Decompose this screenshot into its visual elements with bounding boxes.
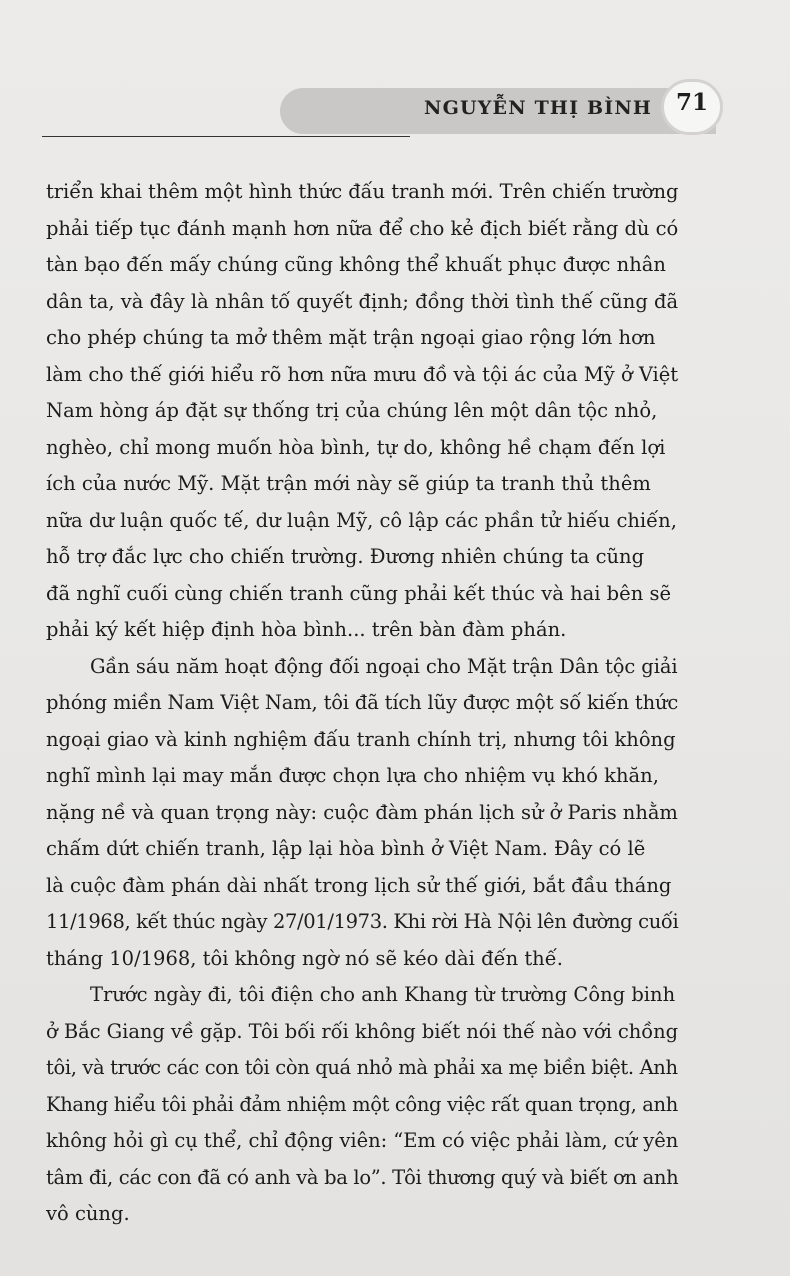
text-line: phóng miền Nam Việt Nam, tôi đã tích lũy được một số kiến thức xyxy=(46,691,679,714)
text-line: là cuộc đàm phán dài nhất trong lịch sử thế giới, bắt đầu tháng xyxy=(46,873,672,897)
text-line: hỗ trợ đắc lực cho chiến trường. Đương nhiên chúng ta cũng xyxy=(46,545,645,568)
page-number: 71 xyxy=(676,89,709,116)
text-line: đã nghĩ cuối cùng chiến tranh cũng phải kết thúc và hai bên sẽ xyxy=(46,581,672,605)
text-line: nữa dư luận quốc tế, dư luận Mỹ, cô lập các phần tử hiếu chiến, xyxy=(46,508,677,532)
text-line: Nam hòng áp đặt sự thống trị của chúng lên một dân tộc nhỏ, xyxy=(46,399,658,422)
text-line: nặng nề và quan trọng này: cuộc đàm phán lịch sử ở Paris nhằm xyxy=(46,800,678,824)
running-head-author: NGUYỄN THỊ BÌNH xyxy=(424,97,653,119)
text-line: ở Bắc Giang về gặp. Tôi bối rối không biết nói thế nào với chồng xyxy=(46,1019,679,1043)
paragraph-first-line: Gần sáu năm hoạt động đối ngoại cho Mặt trận Dân tộc giải xyxy=(90,654,678,678)
text-line: chấm dứt chiến tranh, lập lại hòa bình ở Việt Nam. Đây có lẽ xyxy=(46,837,646,860)
body-text xyxy=(46,174,679,1233)
text-line: ích của nước Mỹ. Mặt trận mới này sẽ giúp ta tranh thủ thêm xyxy=(46,472,651,495)
text-line: 11/1968, kết thúc ngày 27/01/1973. Khi rời Hà Nội lên đường cuối xyxy=(46,910,679,933)
text-line: triển khai thêm một hình thức đấu tranh mới. Trên chiến trường xyxy=(46,180,679,203)
text-line: phải ký kết hiệp định hòa bình... trên bàn đàm phán. xyxy=(46,618,567,641)
text-line: nghèo, chỉ mong muốn hòa bình, tự do, không hề chạm đến lợi xyxy=(46,435,666,459)
text-line: ngoại giao và kinh nghiệm đấu tranh chính trị, nhưng tôi không xyxy=(46,727,676,751)
paragraph-first-line: Trước ngày đi, tôi điện cho anh Khang từ trường Công binh xyxy=(90,983,676,1006)
text-line: vô cùng. xyxy=(46,1202,130,1225)
text-line: không hỏi gì cụ thể, chỉ động viên: “Em có việc phải làm, cứ yên xyxy=(46,1129,679,1152)
text-line: cho phép chúng ta mở thêm mặt trận ngoại giao rộng lớn hơn xyxy=(46,326,656,349)
text-line: tàn bạo đến mấy chúng cũng không thể khuất phục được nhân xyxy=(46,253,666,276)
header-rule xyxy=(42,136,410,137)
text-line: dân ta, và đây là nhân tố quyết định; đồng thời tình thế cũng đã xyxy=(46,289,679,313)
text-line: tháng 10/1968, tôi không ngờ nó sẽ kéo dài đến thế. xyxy=(46,946,563,970)
text-line: tôi, và trước các con tôi còn quá nhỏ mà phải xa mẹ biền biệt. Anh xyxy=(46,1056,678,1079)
text-line: phải tiếp tục đánh mạnh hơn nữa để cho kẻ địch biết rằng dù có xyxy=(46,216,679,240)
text-line: tâm đi, các con đã có anh và ba lo”. Tôi thương quý và biết ơn anh xyxy=(46,1165,679,1189)
text-line: Khang hiểu tôi phải đảm nhiệm một công việc rất quan trọng, anh xyxy=(46,1092,678,1116)
text-line: làm cho thế giới hiểu rõ hơn nữa mưu đồ và tội ác của Mỹ ở Việt xyxy=(46,362,679,386)
text-line: nghĩ mình lại may mắn được chọn lựa cho nhiệm vụ khó khăn, xyxy=(46,764,659,787)
